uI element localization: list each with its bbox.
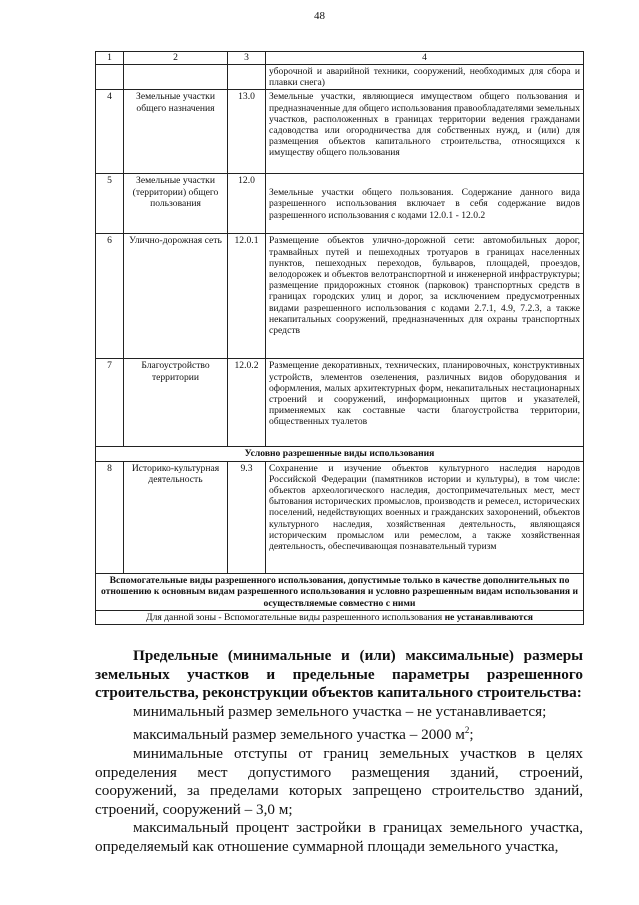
use-description: Земельные участки общего пользования. Содержание данного вида разрешенного использования включает в себя содержание видов разрешенного использования с кодами 12.0.1 - 12.0.2: [266, 174, 584, 234]
section-heading: Предельные (минимальные и (или) максимальные) размеры земельных участков и предельные параметры разрешенного строительства, реконструкции объектов капитального строительства:: [95, 647, 583, 702]
use-name: Улично-дорожная сеть: [124, 234, 228, 359]
auxiliary-note-prefix: Для данной зоны - Вспомогательные виды разрешенного использования: [146, 612, 443, 624]
land-use-table: [95, 51, 584, 625]
use-name: Земельные участки (территории) общего пользования: [124, 174, 228, 234]
row-number: 6: [96, 234, 124, 359]
auxiliary-section-row: [96, 573, 584, 611]
use-code: 12.0.2: [228, 359, 266, 447]
table-row: [96, 234, 584, 359]
use-description: Размещение декоративных, технических, планировочных, конструктивных устройств, элементов озеленения, различных видов оборудования и оформления, малых архитектурных форм, некапитальных нестационарных строений и сооружений, информационных щитов и указателей, применяемых как составные части благоустройства территории, общественных туалетов: [266, 359, 584, 447]
auxiliary-note: [96, 611, 584, 625]
paragraph-text: максимальный размер земельного участка – 2000 м: [133, 726, 465, 744]
header-col-2: 2: [124, 52, 228, 65]
table-row: [96, 359, 584, 447]
row-number: 4: [96, 90, 124, 174]
use-name: Земельные участки общего назначения: [124, 90, 228, 174]
superscript: 2: [464, 725, 470, 736]
conditional-section-title: Условно разрешенные виды использования: [96, 447, 584, 461]
auxiliary-note-row: [96, 611, 584, 625]
paragraph: минимальные отступы от границ земельных участков в целях определения мест допустимого размещения зданий, строений, сооружений, за пределами которых запрещено строительство зданий, строений, сооружений – 3,0 м;: [95, 745, 583, 818]
auxiliary-note-bold: не устанавливаются: [444, 612, 533, 624]
continuation-text: уборочной и аварийной техники, сооружений, необходимых для сбора и плавки снега): [266, 65, 584, 90]
paragraph: [95, 721, 583, 745]
table-row: [96, 461, 584, 573]
paragraph: максимальный процент застройки в границах земельного участка, определяемый как отношение суммарной площади земельного участка,: [95, 819, 583, 855]
table-row: [96, 65, 584, 90]
use-code: 9.3: [228, 461, 266, 573]
table-row: [96, 90, 584, 174]
row-number: 7: [96, 359, 124, 447]
use-description: Сохранение и изучение объектов культурного наследия народов Российской Федерации (памятников истории и культуры), в том числе: объектов археологического наследия, достопримечательных мест, мест бытования исторических промыслов, производств и ремесел, исторических поселений, недействующих военных и гражданских захоронений, объектов культурного наследия, хозяйственная деятельность, являющаяся историческим промыслом или ремеслом, а также хозяйственная деятельность, обеспечивающая познавательный туризм: [266, 461, 584, 573]
body-text: [95, 647, 583, 857]
use-code: 12.0: [228, 174, 266, 234]
use-code: 12.0.1: [228, 234, 266, 359]
auxiliary-section-title: Вспомогательные виды разрешенного использования, допустимые только в качестве дополнительных по отношению к основным видам разрешенного использования и условно разрешенным видам использования и осуществляемые совместно с ними: [96, 573, 584, 611]
page-number: 48: [314, 10, 325, 22]
paragraph: минимальный размер земельного участка – не устанавливается;: [133, 702, 547, 720]
header-col-3: 3: [228, 52, 266, 65]
paragraph-end: ;: [469, 726, 474, 744]
header-col-4: 4: [266, 52, 584, 65]
conditional-section-row: [96, 447, 584, 461]
row-number: 5: [96, 174, 124, 234]
use-code: 13.0: [228, 90, 266, 174]
use-description: Размещение объектов улично-дорожной сети: автомобильных дорог, трамвайных путей и пешеходных тротуаров в границах населенных пунктов, пешеходных переходов, бульваров, площадей, проездов, велодорожек и объектов велотранспортной и инженерной инфраструктуры; размещение придорожных стоянок (парковок) транспортных средств в границах городских улиц и дорог, за исключением предусмотренных видами разрешенного использования с кодами 2.7.1, 4.9, 7.2.3, а также некапитальных сооружений, предназначенных для охраны транспортных средств: [266, 234, 584, 359]
table-row: [96, 174, 584, 234]
use-name: Историко-культурная деятельность: [124, 461, 228, 573]
table-header-row: [96, 52, 584, 65]
use-description: Земельные участки, являющиеся имуществом общего пользования и предназначенные для общего использования правообладателями земельных участков, расположенных в границах территории ведения гражданами садоводства или огородничества для собственных нужд, и (или) для размещения объектов капитального строительства, относящихся к имуществу общего пользования: [266, 90, 584, 174]
use-name: Благоустройство территории: [124, 359, 228, 447]
header-col-1: 1: [96, 52, 124, 65]
row-number: 8: [96, 461, 124, 573]
